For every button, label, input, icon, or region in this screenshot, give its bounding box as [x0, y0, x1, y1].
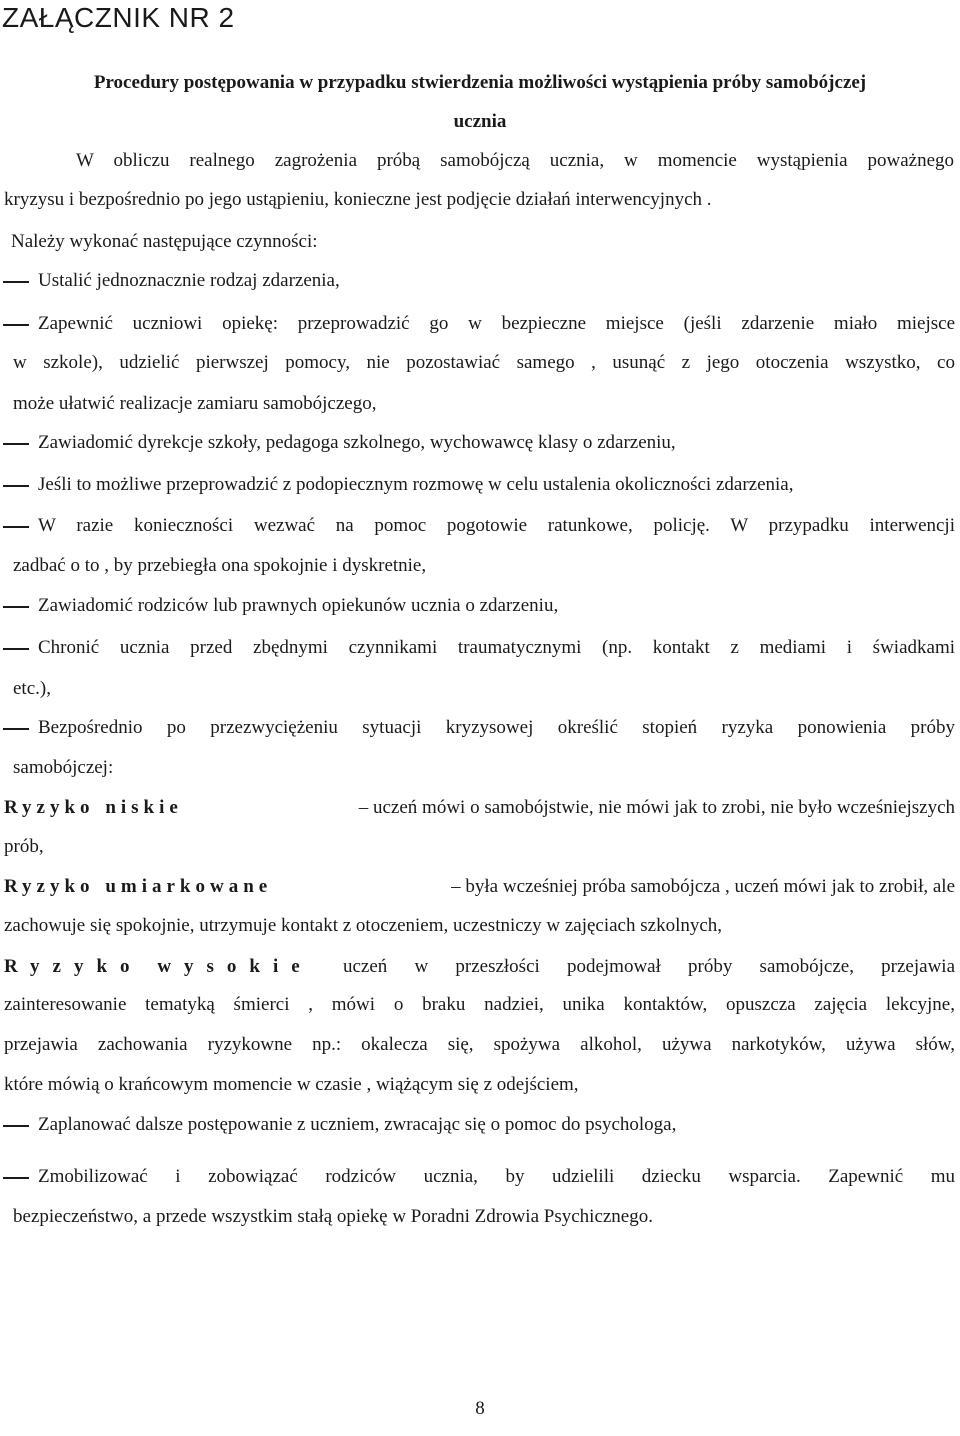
list-item-2-line-2: w szkole), udzielić pierwszej pomocy, nie pozostawiać samego , usunąć z jego otoczenia wszystko, co	[13, 352, 955, 373]
bullet-dash	[3, 281, 29, 283]
risk-moderate-row	[4, 876, 955, 898]
list-item-7-line-1: Chronić ucznia przed zbędnymi czynnikami traumatycznymi (np. kontakt z mediami i świadkami	[38, 637, 955, 658]
list-item-6: Zawiadomić rodziców lub prawnych opiekunów ucznia o zdarzeniu,	[38, 595, 559, 616]
list-item-2-line-3: może ułatwić realizacje zamiaru samobójczego,	[13, 393, 377, 414]
risk-high-text-line-4: które mówią o krańcowym momencie w czasie , wiążącym się z odejściem,	[4, 1074, 579, 1095]
risk-low-text-line-1: – uczeń mówi o samobójstwie, nie mówi jak to zrobi, nie było wcześniejszych	[358, 797, 955, 818]
risk-moderate-label-word-1: Ryzyko	[4, 876, 95, 897]
bullet-dash	[3, 324, 29, 326]
risk-moderate-label-word-2: umiarkowane	[105, 876, 273, 897]
risk-high-label-word-2: wysokie	[157, 956, 313, 977]
list-item-5-line-2: zadbać o to , by przebiegła ona spokojnie i dyskretnie,	[13, 555, 427, 576]
list-item-2-line-1: Zapewnić uczniowi opiekę: przeprowadzić go w bezpieczne miejsce (jeśli zdarzenie miało miejsce	[38, 313, 955, 334]
risk-moderate-label	[4, 876, 272, 898]
risk-high-text-line-3: przejawia zachowania ryzykowne np.: okalecza się, spożywa alkohol, używa narkotyków, używa słów,	[4, 1034, 955, 1055]
risk-high-label	[4, 956, 313, 978]
attachment-heading: ZAŁĄCZNIK NR 2	[2, 2, 235, 33]
intro-line-2: kryzysu i bezpośrednio po jego ustąpieniu, konieczne jest podjęcie działań interwencyjnych .	[4, 189, 712, 210]
bullet-dash	[3, 728, 29, 730]
risk-moderate-text-line-2: zachowuje się spokojnie, utrzymuje kontakt z otoczeniem, uczestniczy w zajęciach szkolnych,	[4, 915, 723, 936]
list-item-5-line-1: W razie konieczności wezwać na pomoc pogotowie ratunkowe, policję. W przypadku interwencji	[38, 515, 955, 536]
risk-high-text-line-2: zainteresowanie tematyką śmierci , mówi o braku nadziei, unika kontaktów, opuszcza zajęcia lekcyjne,	[4, 994, 955, 1015]
list-item-3: Zawiadomić dyrekcje szkoły, pedagoga szkolnego, wychowawcę klasy o zdarzeniu,	[38, 432, 676, 453]
procedure-title-line-2: ucznia	[453, 111, 507, 132]
intro-line-3: Należy wykonać następujące czynności:	[11, 231, 318, 252]
bullet-dash	[3, 443, 29, 445]
risk-low-label-word-1: Ryzyko	[4, 797, 95, 818]
list-item-8-line-2: samobójczej:	[13, 757, 114, 778]
bullet-dash	[3, 526, 29, 528]
risk-moderate-text-line-1: – była wcześniej próba samobójcza , uczeń mówi jak to zrobił, ale	[451, 876, 955, 897]
list-item-9: Zaplanować dalsze postępowanie z uczniem, zwracając się o pomoc do psychologa,	[38, 1114, 677, 1135]
list-item-10-line-1: Zmobilizować i zobowiązać rodziców ucznia, by udzielili dziecku wsparcia. Zapewnić mu	[38, 1166, 955, 1187]
risk-low-label	[4, 797, 183, 819]
procedure-title-line-1: Procedury postępowania w przypadku stwierdzenia możliwości wystąpienia próby samobójczej	[93, 72, 867, 93]
list-item-1: Ustalić jednoznacznie rodzaj zdarzenia,	[38, 270, 340, 291]
intro-line-1: W obliczu realnego zagrożenia próbą samobójczą ucznia, w momencie wystąpienia poważnego	[76, 150, 954, 171]
page-number: 8	[475, 1398, 485, 1419]
risk-low-row	[4, 797, 955, 819]
list-item-7-line-2: etc.),	[13, 678, 51, 699]
bullet-dash	[3, 1177, 29, 1179]
list-item-8-line-1: Bezpośrednio po przezwyciężeniu sytuacji kryzysowej określić stopień ryzyka ponowienia próby	[38, 717, 955, 738]
risk-low-label-word-2: niskie	[105, 797, 183, 818]
bullet-dash	[3, 606, 29, 608]
bullet-dash	[3, 1125, 29, 1127]
bullet-dash	[3, 485, 29, 487]
bullet-dash	[3, 648, 29, 650]
risk-high-label-word-1: Ryzyko	[4, 956, 143, 977]
list-item-10-line-2: bezpieczeństwo, a przede wszystkim stałą opiekę w Poradni Zdrowia Psychicznego.	[13, 1206, 653, 1227]
risk-low-text-line-2: prób,	[4, 836, 44, 857]
risk-high-text-line-1: uczeń w przeszłości podejmował próby samobójcze, przejawia	[343, 956, 955, 977]
risk-high-row	[4, 956, 955, 978]
list-item-4: Jeśli to możliwe przeprowadzić z podopiecznym rozmowę w celu ustalenia okoliczności zdarzenia,	[38, 474, 794, 495]
